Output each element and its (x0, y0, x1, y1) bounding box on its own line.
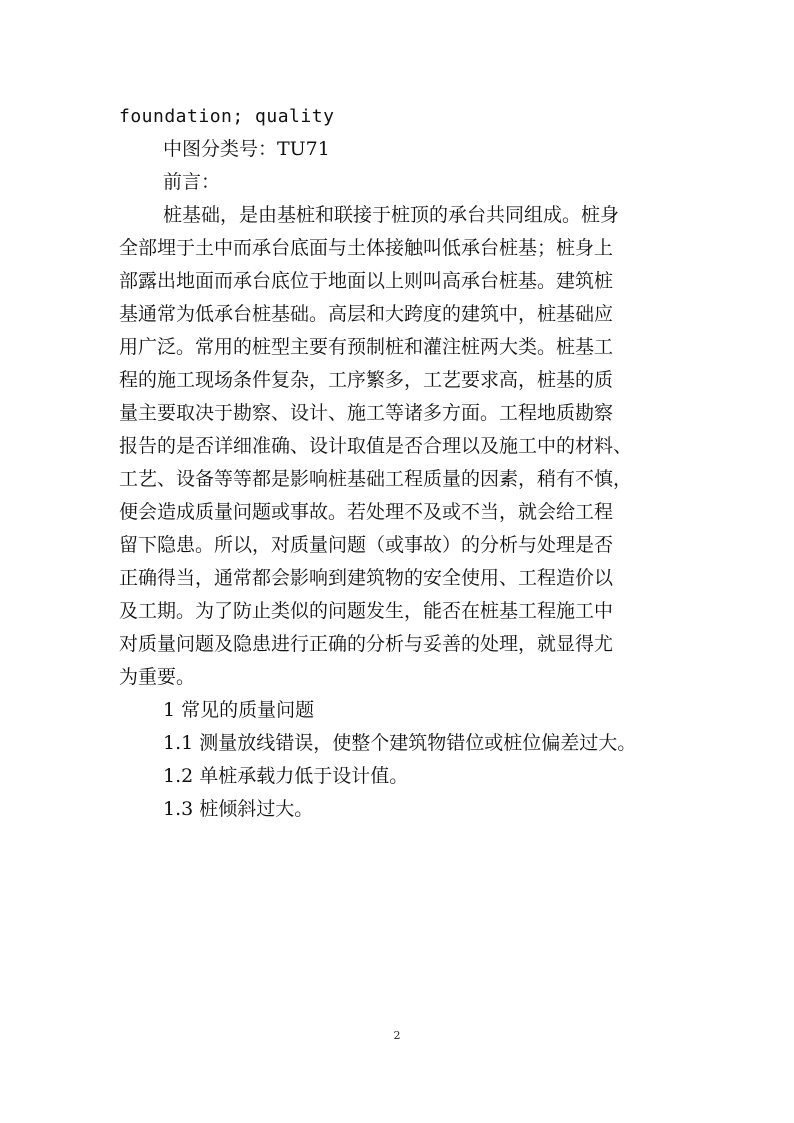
keywords-continuation: foundation; quality (119, 106, 335, 127)
paragraph-line: 为重要。 (119, 666, 196, 688)
paragraph-line: 全部埋于土中而承台底面与土体接触叫低承台桩基；桩身上 (119, 237, 614, 259)
paragraph-line: 量主要取决于勘察、设计、施工等诸多方面。工程地质勘察 (119, 402, 614, 424)
body-text (119, 100, 694, 826)
paragraph-line: 桩基础，是由基桩和联接于桩顶的承台共同组成。桩身 (163, 204, 620, 226)
section-heading-preface: 前言： (163, 171, 221, 193)
page-number: 2 (393, 1029, 401, 1042)
paragraph-line: 及工期。为了防止类似的问题发生，能否在桩基工程施工中 (119, 600, 614, 622)
paragraph-line: 正确得当，通常都会影响到建筑物的安全使用、工程造价以 (119, 567, 614, 589)
paragraph-line: 部露出地面而承台底位于地面以上则叫高承台桩基。建筑桩 (119, 270, 614, 292)
paragraph-line: 留下隐患。所以，对质量问题（或事故）的分析与处理是否 (119, 534, 614, 556)
paragraph-line: 工艺、设备等等都是影响桩基础工程质量的因素，稍有不慎， (119, 468, 633, 490)
subsection-1-1: 1.1 测量放线错误，使整个建筑物错位或桩位偏差过大。 (163, 732, 637, 754)
paragraph-line: 报告的是否详细准确、设计取值是否合理以及施工中的材料、 (119, 435, 633, 457)
subsection-1-2: 1.2 单桩承载力低于设计值。 (163, 765, 409, 787)
classification-number: 中图分类号：TU71 (163, 138, 330, 160)
subsection-1-3: 1.3 桩倾斜过大。 (163, 798, 314, 820)
section-heading-1: 1 常见的质量问题 (163, 699, 315, 721)
paragraph-line: 用广泛。常用的桩型主要有预制桩和灌注桩两大类。桩基工 (119, 336, 614, 358)
paragraph-line: 便会造成质量问题或事故。若处理不及或不当，就会给工程 (119, 501, 614, 523)
paragraph-line: 程的施工现场条件复杂，工序繁多，工艺要求高，桩基的质 (119, 369, 614, 391)
paragraph-line: 基通常为低承台桩基础。高层和大跨度的建筑中，桩基础应 (119, 303, 614, 325)
paragraph-line: 对质量问题及隐患进行正确的分析与妥善的处理，就显得尤 (119, 633, 614, 655)
